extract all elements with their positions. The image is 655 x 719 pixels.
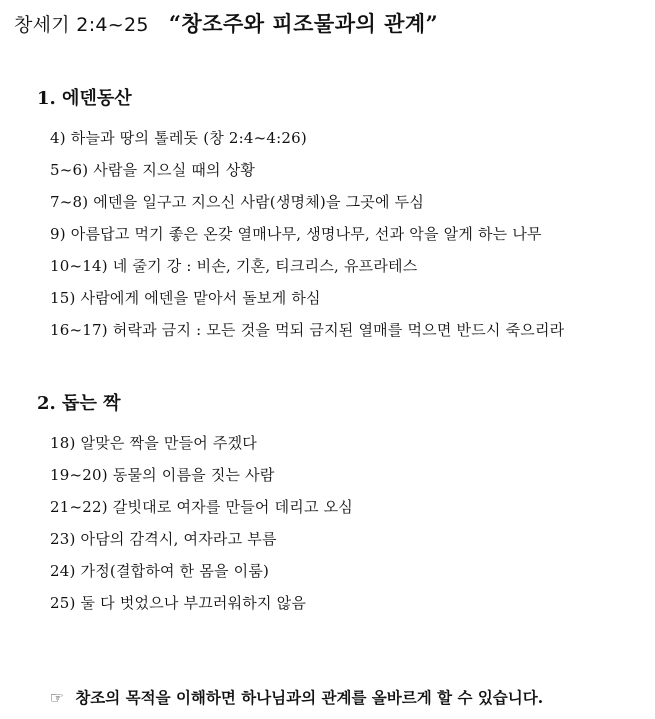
list-item: 19~20) 동물의 이름을 짓는 사람 <box>50 466 275 484</box>
pointing-hand-icon: ☞ <box>50 689 64 707</box>
list-item: 24) 가정(결합하여 한 몸을 이룸) <box>50 562 270 580</box>
list-item: 10~14) 네 줄기 강 : 비손, 기혼, 티크리스, 유프라테스 <box>50 257 418 275</box>
list-item: 5~6) 사람을 지으실 때의 상황 <box>50 161 256 179</box>
list-item: 18) 알맞은 짝을 만들어 주겠다 <box>50 434 258 452</box>
list-item: 16~17) 허락과 금지 : 모든 것을 먹되 금지된 열매를 먹으면 반드시 죽으리라 <box>50 321 565 339</box>
list-item: 25) 둘 다 벗었으나 부끄러워하지 않음 <box>50 594 307 612</box>
list-item: 15) 사람에게 에덴을 맡아서 돌보게 하심 <box>50 289 321 307</box>
list-item: 9) 아름답고 먹기 좋은 온갖 열매나무, 생명나무, 선과 악을 알게 하는 나무 <box>50 225 542 243</box>
list-item: 23) 아담의 감격시, 여자라고 부름 <box>50 530 277 548</box>
title-main: “창조주와 피조물과의 관계” <box>168 11 439 36</box>
section-heading-eden: 1. 에덴동산 <box>37 88 132 109</box>
list-item: 4) 하늘과 땅의 톨레돗 (창 2:4~4:26) <box>50 129 307 147</box>
list-item: 7~8) 에덴을 일구고 지으신 사람(생명체)을 그곳에 두심 <box>50 193 425 211</box>
footer-text: 창조의 목적을 이해하면 하나님과의 관계를 올바르게 할 수 있습니다. <box>75 688 544 707</box>
list-item: 21~22) 갈빗대로 여자를 만들어 데리고 오심 <box>50 498 353 516</box>
scripture-reference: 창세기 2:4~25 <box>14 14 149 36</box>
page-title <box>14 10 438 39</box>
footer-note <box>50 686 543 710</box>
section-heading-helper: 2. 돕는 짝 <box>37 393 121 414</box>
